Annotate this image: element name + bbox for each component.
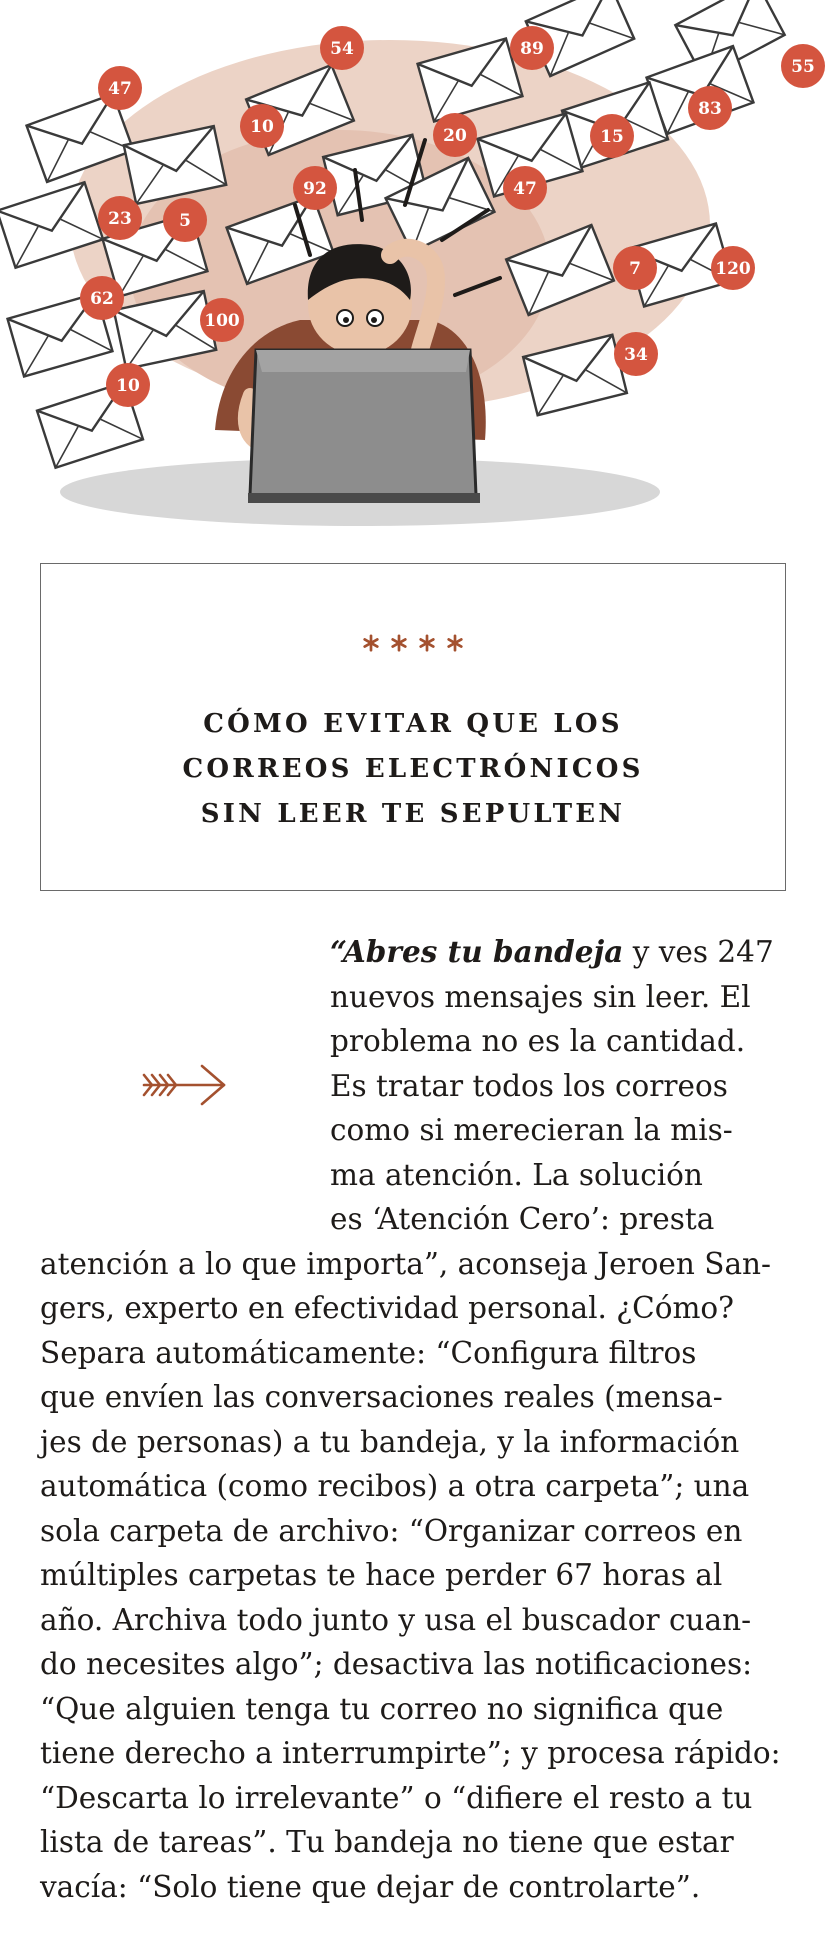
badge [98,66,142,110]
svg-text:120: 120 [715,259,751,279]
star-icon [446,634,464,652]
badge [200,298,244,342]
svg-text:34: 34 [624,345,648,365]
article-line: atención a lo que importa”, aconseja Jeroen San- [40,1246,772,1281]
badge [688,86,732,130]
svg-text:62: 62 [90,289,114,309]
badge [98,196,142,240]
badge [510,26,554,70]
badge [293,166,337,210]
article-line: jes de personas) a tu bandeja, y la información [40,1424,740,1459]
svg-text:83: 83 [698,99,722,119]
article-line: sola carpeta de archivo: “Organizar correos en [40,1513,743,1548]
svg-text:47: 47 [513,179,537,199]
article-line: año. Archiva todo junto y usa el buscador cuan- [40,1602,752,1637]
badge [320,26,364,70]
article-line: nuevos mensajes sin leer. El [330,979,751,1014]
badge [781,44,825,88]
article-line: Separa automáticamente: “Configura filtros [40,1335,697,1370]
badge [503,166,547,210]
star-icon [418,634,436,652]
article-line: vacía: “Solo tiene que dejar de controlarte”. [40,1869,701,1904]
article-line: múltiples carpetas te hace perder 67 horas al [40,1558,723,1592]
svg-text:89: 89 [520,39,544,59]
svg-text:92: 92 [303,179,327,199]
svg-text:10: 10 [250,117,274,137]
article-line: ma atención. La solución [330,1157,703,1192]
svg-text:5: 5 [179,211,191,231]
article-line: Es tratar todos los correos [330,1068,728,1103]
star-divider [41,634,785,664]
article-line: es ‘Atención Cero’: presta [330,1202,715,1236]
article-line: problema no es la cantidad. [330,1024,746,1058]
article-line: “Que alguien tenga tu correo no significa que [40,1691,724,1726]
badge [711,246,755,290]
badge [614,332,658,376]
badge [80,276,124,320]
badge [163,198,207,242]
lead-in: “Abres tu bandeja [330,934,624,969]
badge [433,113,477,157]
badge [613,246,657,290]
badge [590,114,634,158]
svg-text:100: 100 [204,311,240,331]
article-line: “Descarta lo irrelevante” o “difiere el resto a tu [40,1780,753,1815]
article-line: gers, experto en efectividad personal. ¿Cómo? [40,1291,734,1325]
headline-box [40,563,786,891]
star-icon [390,634,408,652]
svg-text:7: 7 [629,259,641,279]
star-icon [362,634,380,652]
headline [41,702,785,837]
badge [106,363,150,407]
email-overload-illustration [0,0,836,540]
article-text: y ves 247 [623,935,774,969]
headline-line: SIN LEER TE SEPULTEN [200,799,626,829]
article-line [40,930,786,975]
svg-text:54: 54 [330,39,354,59]
headline-line: CORREOS ELECTRÓNICOS [182,754,644,784]
headline-line: CÓMO EVITAR QUE LOS [203,709,623,739]
article-line: lista de tareas”. Tu bandeja no tiene que estar [40,1825,734,1859]
article-line: do necesites algo”; desactiva las notificaciones: [40,1647,753,1681]
svg-text:10: 10 [116,376,140,396]
badge [240,104,284,148]
svg-text:23: 23 [108,209,132,229]
svg-text:55: 55 [791,57,815,77]
article-line: automática (como recibos) a otra carpeta”; una [40,1469,750,1503]
svg-text:15: 15 [600,127,624,147]
svg-text:47: 47 [108,79,132,99]
article-line: como si merecieran la mis- [330,1113,733,1147]
article-line: que envíen las conversaciones reales (mensa- [40,1380,723,1414]
article-line: tiene derecho a interrumpirte”; y procesa rápido: [40,1736,781,1770]
article-body [40,930,786,1909]
svg-text:20: 20 [443,126,467,146]
laptop [248,350,480,503]
